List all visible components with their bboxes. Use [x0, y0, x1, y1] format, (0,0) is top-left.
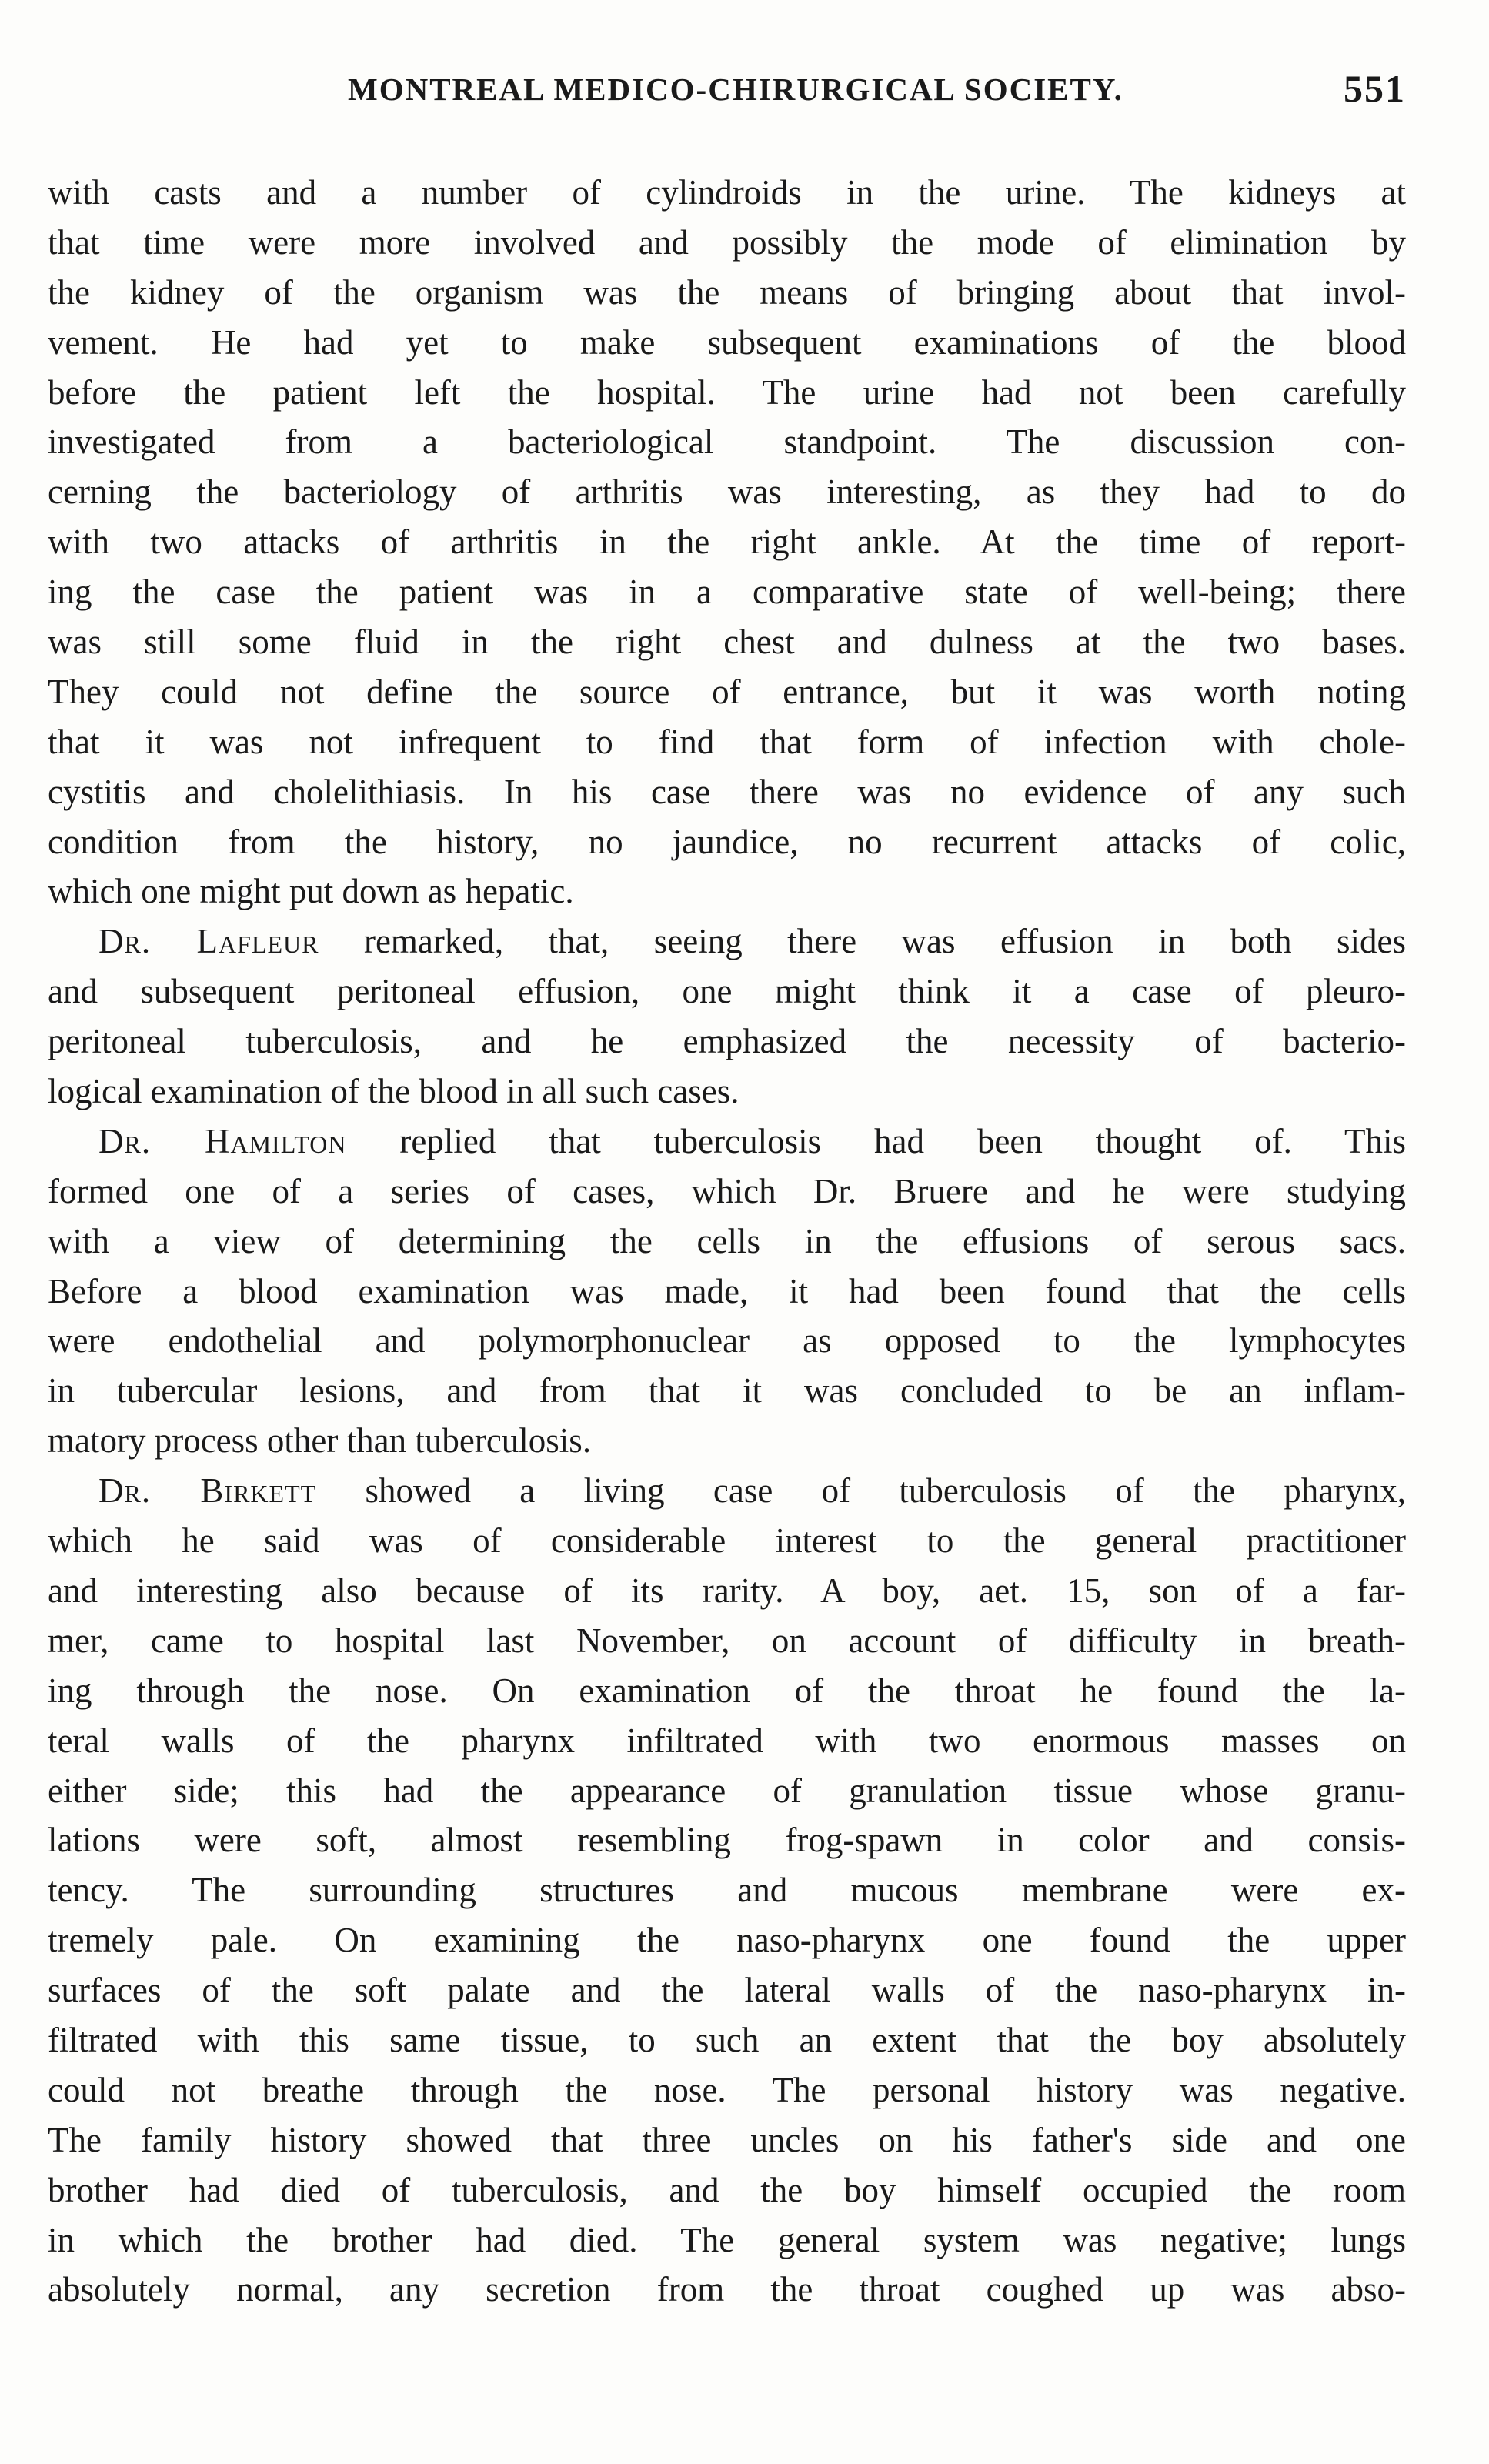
running-head [0, 67, 1489, 125]
first-line-text: remarked, that, seeing there was effusion in both sides [319, 922, 1406, 961]
paragraph-first-line [48, 1117, 1406, 1167]
text-line: ing the case the patient was in a comparative state of well-being; there [48, 573, 1406, 612]
text-line: mer, came to hospital last November, on account of difficulty in breath- [48, 1621, 1406, 1660]
paragraph-birkett [48, 1466, 1406, 2315]
speaker-name: Dr. Hamilton [98, 1121, 347, 1160]
text-line: investigated from a bacteriological standpoint. The discussion con- [48, 422, 1406, 462]
text-line: with a view of determining the cells in the effusions of serous sacs. [48, 1221, 1406, 1260]
first-line-text: showed a living case of tuberculosis of the pharynx, [316, 1471, 1406, 1511]
text-line: that it was not infrequent to find that form of infection with chole- [48, 722, 1406, 761]
text-line: was still some fluid in the right chest and dulness at the two bases. [48, 623, 1406, 662]
text-line: and interesting also because of its rarity. A boy, aet. 15, son of a far- [48, 1571, 1406, 1610]
text-line: absolutely normal, any secretion from the throat coughed up was abso- [48, 2270, 1406, 2309]
text-line: formed one of a series of cases, which Dr. Bruere and he were studying [48, 1171, 1406, 1210]
paragraph-continuation [48, 168, 1406, 916]
text-line: Before a blood examination was made, it had been found that the cells [48, 1271, 1406, 1310]
text-line: condition from the history, no jaundice, no recurrent attacks of colic, [48, 822, 1406, 861]
text-line: matory process other than tuberculosis. [48, 1421, 592, 1461]
text-line: vement. He had yet to make subsequent examinations of the blood [48, 322, 1406, 362]
text-line: logical examination of the blood in all such cases. [48, 1072, 739, 1111]
text-line: lations were soft, almost resembling frog-spawn in color and consis- [48, 1821, 1406, 1860]
speaker-name: Dr. Lafleur [98, 922, 319, 961]
text-line: brother had died of tuberculosis, and the boy himself occupied the room [48, 2170, 1406, 2209]
text-line: The family history showed that three uncles on his father's side and one [48, 2120, 1406, 2159]
text-line: cystitis and cholelithiasis. In his case there was no evidence of any such [48, 772, 1406, 811]
paragraph-hamilton [48, 1117, 1406, 1466]
text-line: ing through the nose. On examination of the throat he found the la- [48, 1671, 1406, 1710]
text-line: teral walls of the pharynx infiltrated with two enormous masses on [48, 1721, 1406, 1760]
text-line: that time were more involved and possibly the mode of elimination by [48, 222, 1406, 262]
text-line: either side; this had the appearance of granulation tissue whose granu- [48, 1771, 1406, 1810]
text-line: They could not define the source of entrance, but it was worth noting [48, 672, 1406, 711]
text-line: surfaces of the soft palate and the lateral walls of the naso-pharynx in- [48, 1971, 1406, 2010]
body-text [48, 168, 1406, 2315]
text-line: the kidney of the organism was the means of bringing about that invol- [48, 272, 1406, 312]
text-line: peritoneal tuberculosis, and he emphasized the necessity of bacterio- [48, 1022, 1406, 1061]
first-line-text: replied that tuberculosis had been thought of. This [346, 1121, 1406, 1160]
text-line: in tubercular lesions, and from that it was concluded to be an inflam- [48, 1371, 1406, 1411]
text-line: with casts and a number of cylindroids in the urine. The kidneys at [48, 173, 1406, 212]
text-line: cerning the bacteriology of arthritis was interesting, as they had to do [48, 472, 1406, 512]
paragraph-first-line [48, 1466, 1406, 1516]
paragraph-lafleur [48, 916, 1406, 1117]
text-line: tency. The surrounding structures and mucous membrane were ex- [48, 1871, 1406, 1910]
text-line: were endothelial and polymorphonuclear as opposed to the lymphocytes [48, 1321, 1406, 1361]
text-line: could not breathe through the nose. The personal history was negative. [48, 2070, 1406, 2109]
speaker-name: Dr. Birkett [98, 1471, 317, 1511]
text-line: which he said was of considerable interest to the general practitioner [48, 1521, 1406, 1561]
text-line: and subsequent peritoneal effusion, one might think it a case of pleuro- [48, 972, 1406, 1011]
text-line: which one might put down as hepatic. [48, 872, 574, 911]
text-line: with two attacks of arthritis in the right ankle. At the time of report- [48, 523, 1406, 562]
text-line: in which the brother had died. The general system was negative; lungs [48, 2220, 1406, 2259]
running-title: MONTREAL MEDICO-CHIRURGICAL SOCIETY. [348, 72, 1123, 107]
text-line: tremely pale. On examining the naso-pharynx one found the upper [48, 1921, 1406, 1960]
text-line: filtrated with this same tissue, to such an extent that the boy absolutely [48, 2020, 1406, 2059]
text-line: before the patient left the hospital. The urine had not been carefully [48, 372, 1406, 412]
page-number: 551 [1344, 67, 1406, 110]
paragraph-first-line [48, 916, 1406, 967]
